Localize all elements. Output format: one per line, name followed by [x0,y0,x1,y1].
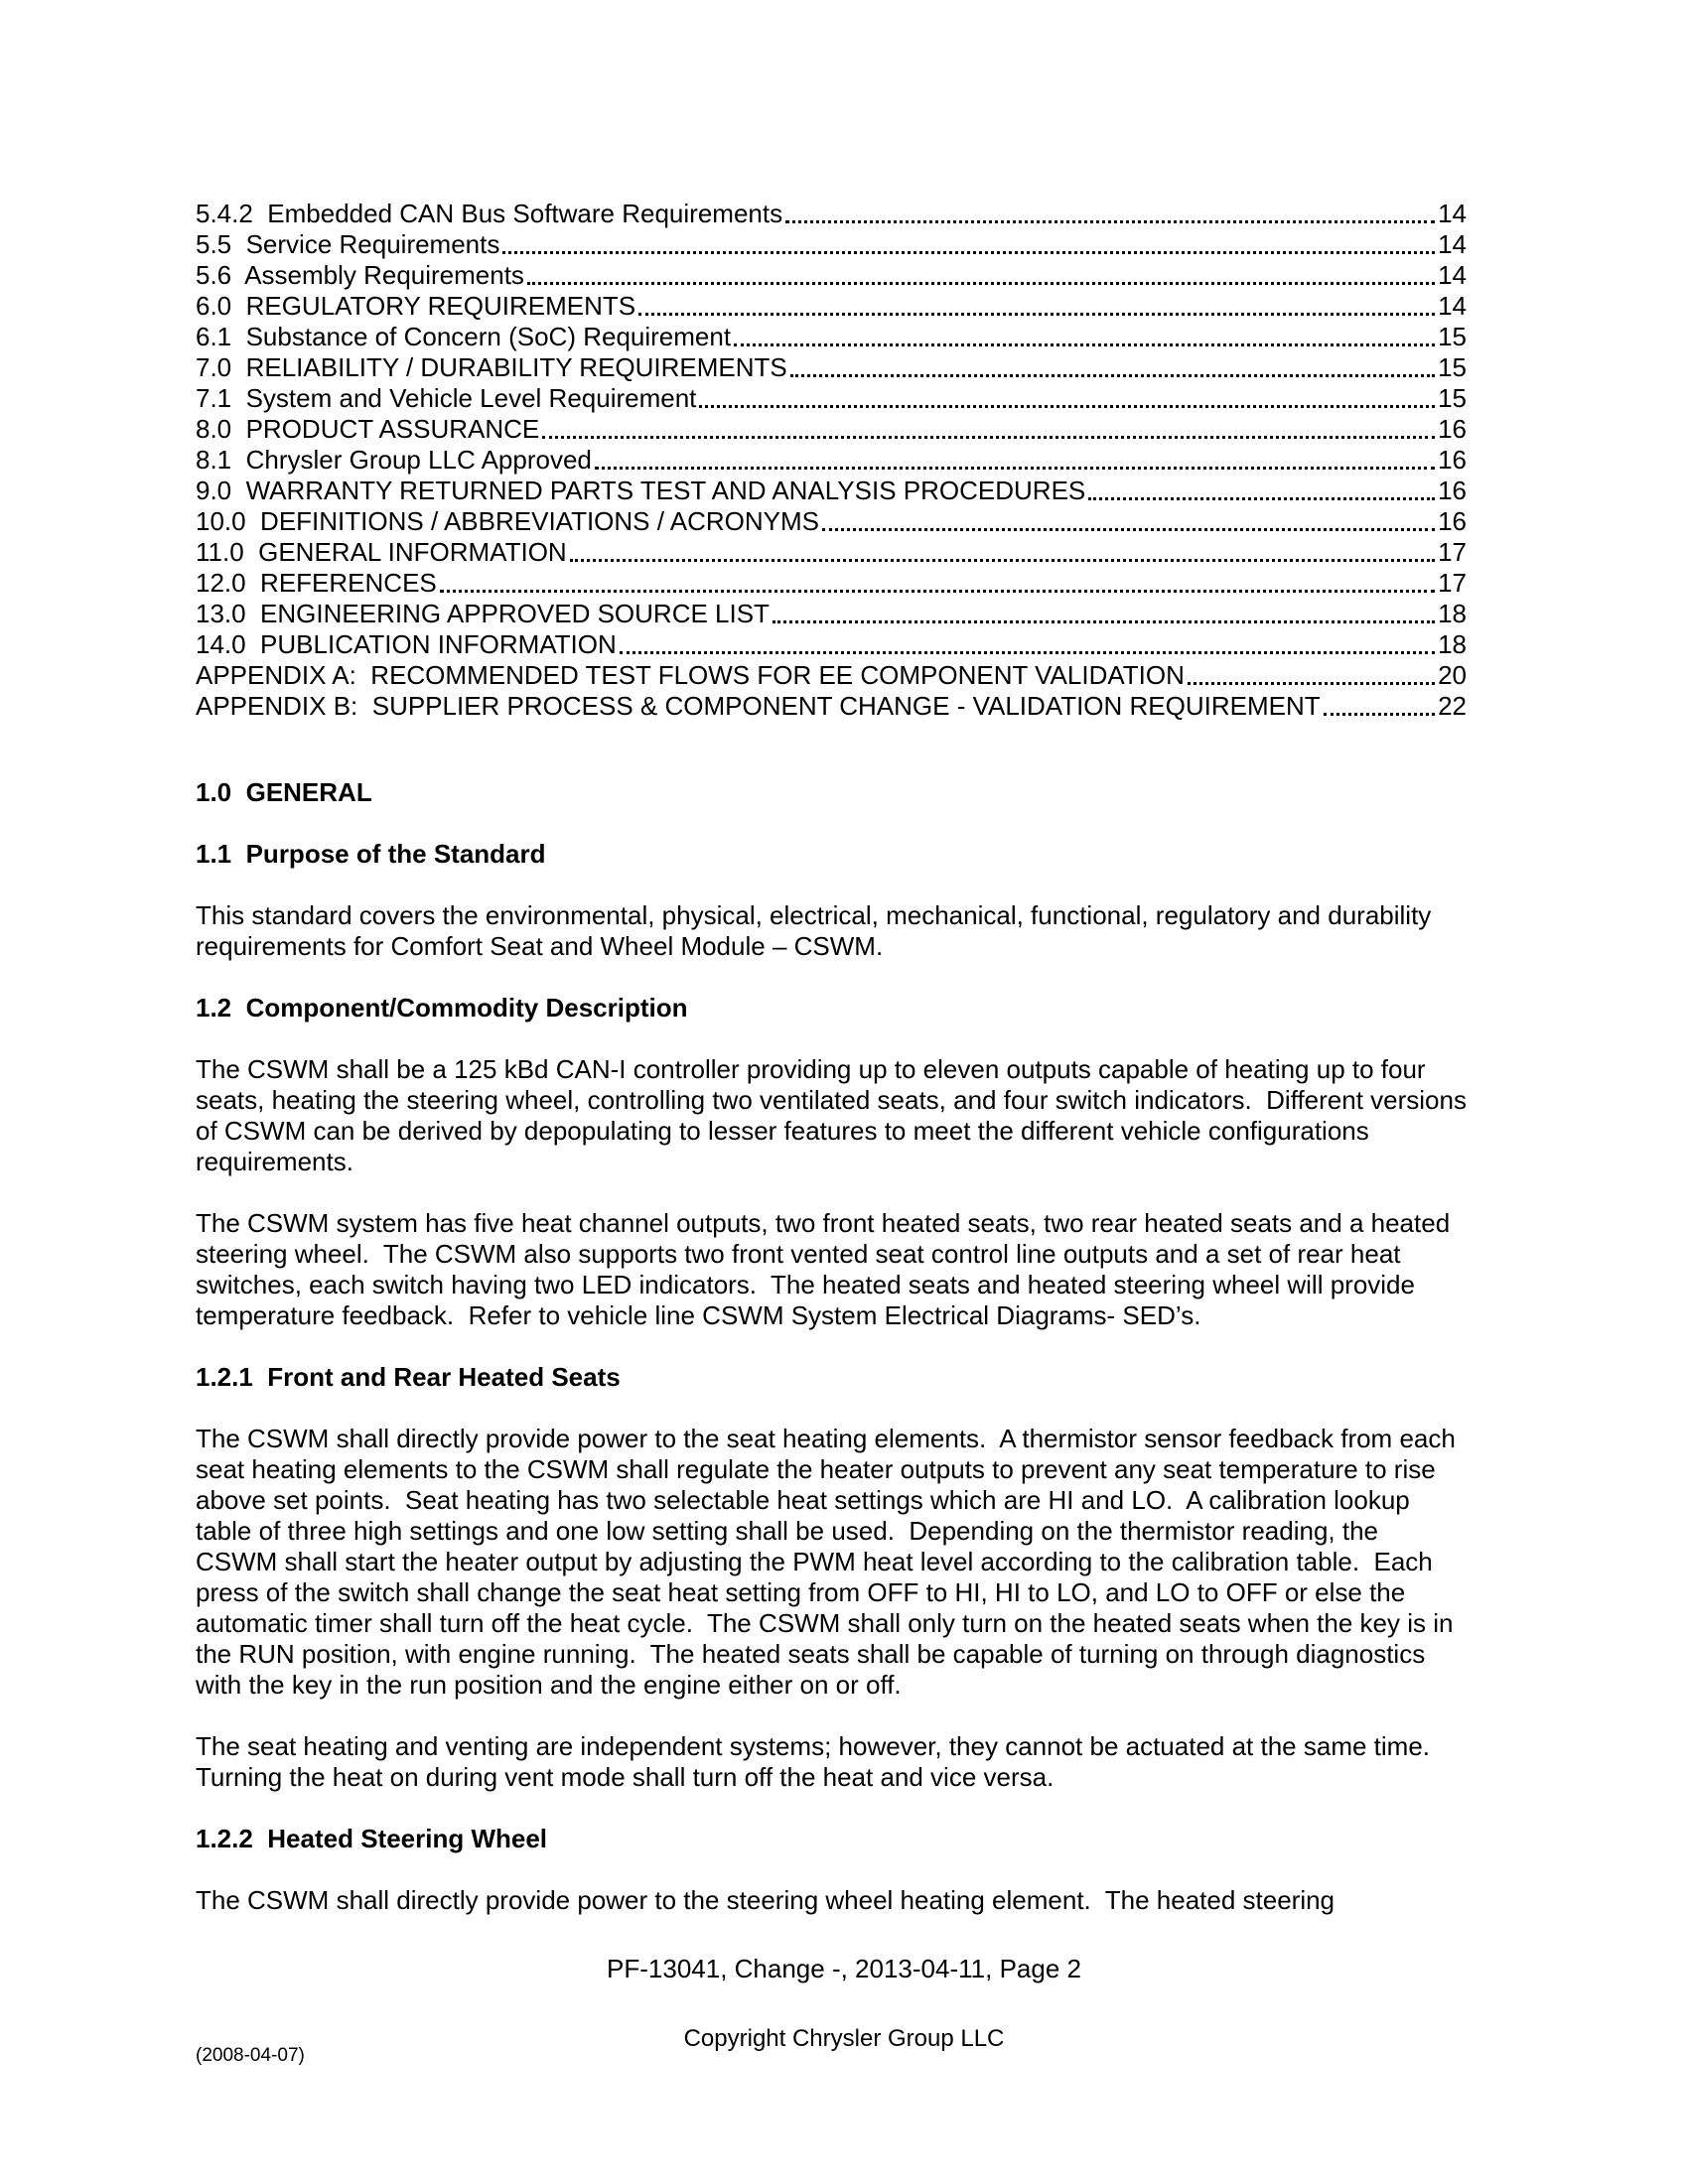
toc-entry [196,322,1467,352]
toc-entry-label: 12.0 REFERENCES [196,568,437,598]
toc-entry-label: 8.0 PRODUCT ASSURANCE [196,414,540,444]
section-heading-steering-wheel: 1.2.2 Heated Steering Wheel [196,1824,548,1853]
toc-leader-dots [773,620,1435,623]
toc-entry-page: 14 [1438,260,1467,290]
toc-entry-page: 20 [1438,660,1467,690]
toc-entry-label: APPENDIX A: RECOMMENDED TEST FLOWS FOR EE COMPONENT VALIDATION [196,660,1185,690]
toc-leader-dots [502,251,1435,254]
toc-entry-page: 14 [1438,291,1467,321]
toc-entry-label: 5.5 Service Requirements [196,229,500,259]
toc-entry-page: 15 [1438,383,1467,413]
toc-leader-dots [734,343,1435,346]
toc-entry [196,537,1467,568]
toc-entry-label: 5.4.2 Embedded CAN Bus Software Requirements [196,199,783,228]
toc-leader-dots [790,374,1435,377]
toc-entry-label: 5.6 Assembly Requirements [196,260,524,290]
toc-leader-dots [822,528,1435,531]
toc-leader-dots [638,313,1435,316]
toc-leader-dots [1188,682,1435,685]
footer-copyright: Copyright Chrysler Group LLC [683,2025,1005,2052]
toc-leader-dots [542,436,1435,439]
toc-entry [196,506,1467,537]
toc-entry-label: 13.0 ENGINEERING APPROVED SOURCE LIST [196,599,770,628]
toc-entry [196,291,1467,322]
toc-entry [196,414,1467,445]
toc-entry [196,260,1467,291]
toc-leader-dots [785,220,1435,223]
toc-entry-page: 17 [1438,537,1467,567]
toc-entry-page: 18 [1438,629,1467,659]
toc-entry-page: 15 [1438,352,1467,382]
section-heading-component-description: 1.2 Component/Commodity Description [196,993,688,1023]
paragraph-purpose: This standard covers the environmental, physical, electrical, mechanical, functional, regulatory and durability requirements for Comfort Seat and Wheel Module – CSWM. [196,900,1439,961]
toc-entry-label: 9.0 WARRANTY RETURNED PARTS TEST AND ANALYSIS PROCEDURES [196,476,1086,505]
toc-entry [196,229,1467,260]
toc-entry-page: 17 [1438,568,1467,598]
toc-leader-dots [699,405,1435,408]
toc-entry [196,691,1467,722]
footer-document-line: PF-13041, Change -, 2013-04-11, Page 2 [607,1954,1081,1983]
toc-entry-label: APPENDIX B: SUPPLIER PROCESS & COMPONENT CHANGE - VALIDATION REQUIREMENT [196,691,1321,721]
toc-entry-label: 14.0 PUBLICATION INFORMATION [196,629,617,659]
toc-leader-dots [620,651,1435,654]
page-content [196,199,1475,1947]
toc-entry-page: 14 [1438,229,1467,259]
toc-leader-dots [1088,497,1435,500]
paragraph-component-2: The CSWM system has five heat channel outputs, two front heated seats, two rear heated seats and a heated steering wheel. The CSWM also supports two front vented seat control line outputs and a set of rear heat switches, each switch having two LED indicators. The heated seats and heated steering wheel will provide temperature feedback. Refer to vehicle line CSWM System Electrical Diagrams- SED’s. [196,1208,1458,1330]
toc-leader-dots [1324,713,1435,716]
toc-entry [196,629,1467,660]
toc-leader-dots [527,282,1435,285]
section-heading-general: 1.0 GENERAL [196,777,372,807]
toc-entry-page: 16 [1438,476,1467,505]
toc-entry-label: 8.1 Chrysler Group LLC Approved [196,445,592,475]
section-heading-purpose: 1.1 Purpose of the Standard [196,839,546,869]
toc-entry [196,199,1467,229]
toc-entry [196,568,1467,599]
toc-entry-label: 11.0 GENERAL INFORMATION [196,537,567,567]
toc-entry-page: 15 [1438,322,1467,351]
toc-entry-label: 6.0 REGULATORY REQUIREMENTS [196,291,636,321]
toc-entry [196,599,1467,629]
toc-entry-label: 7.1 System and Vehicle Level Requirement [196,383,697,413]
paragraph-heated-seats-1: The CSWM shall directly provide power to the seat heating elements. A thermistor sensor feedback from each seat heating elements to the CSWM shall regulate the heater outputs to prevent any seat temperature to rise above set points. Seat heating has two selectable heat settings which are HI and LO. A calibration lookup table of three high settings and one low setting shall be used. Depending on the thermistor reading, the CSWM shall start the heater output by adjusting the PWM heat level according to the calibration table. Each press of the switch shall change the seat heat setting from OFF to HI, HI to LO, and LO to OFF or else the automatic timer shall turn off the heat cycle. The CSWM shall only turn on the heated seats when the key is in the RUN position, with engine running. The heated seats shall be capable of turning on through diagnostics with the key in the run position and the engine either on or off. [196,1424,1464,1700]
section-heading-heated-seats: 1.2.1 Front and Rear Heated Seats [196,1362,621,1392]
toc-entry-page: 16 [1438,414,1467,444]
table-of-contents [196,199,1467,722]
toc-entry-page: 18 [1438,599,1467,628]
paragraph-steering-wheel: The CSWM shall directly provide power to the steering wheel heating element. The heated steering [196,1885,1336,1915]
toc-entry-page: 16 [1438,445,1467,475]
toc-entry-label: 7.0 RELIABILITY / DURABILITY REQUIREMENTS [196,352,787,382]
toc-leader-dots [595,467,1435,470]
toc-entry-label: 6.1 Substance of Concern (SoC) Requirement [196,322,732,351]
toc-entry [196,383,1467,414]
paragraph-heated-seats-2: The seat heating and venting are independent systems; however, they cannot be actuated at the same time. Turning the heat on during vent mode shall turn off the heat and vice versa. [196,1731,1444,1792]
toc-entry [196,660,1467,691]
paragraph-component-1: The CSWM shall be a 125 kBd CAN-I controller providing up to eleven outputs capable of heating up to four seats, heating the steering wheel, controlling two ventilated seats, and four switch indicators. Different versions of CSWM can be derived by depopulating to lesser features to meet the different vehicle configurations requirements. [196,1054,1475,1176]
toc-leader-dots [570,559,1435,562]
toc-entry [196,476,1467,506]
toc-leader-dots [440,590,1435,593]
toc-entry-page: 14 [1438,199,1467,228]
toc-entry-page: 16 [1438,506,1467,536]
toc-entry [196,352,1467,383]
toc-entry [196,445,1467,476]
toc-entry-label: 10.0 DEFINITIONS / ABBREVIATIONS / ACRONYMS [196,506,819,536]
footer-revision-date: (2008-04-07) [196,2045,305,2066]
toc-entry-page: 22 [1438,691,1467,721]
